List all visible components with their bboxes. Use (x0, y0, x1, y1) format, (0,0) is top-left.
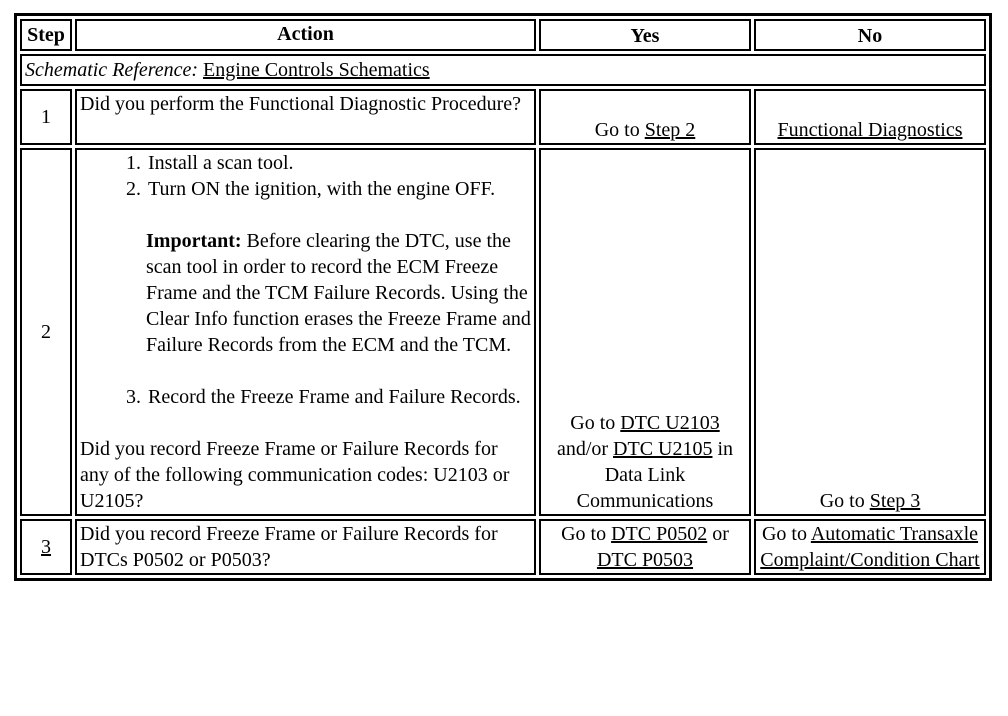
diagnostic-table (14, 13, 992, 581)
no-cell (754, 148, 986, 516)
schematic-reference (20, 54, 986, 86)
table-row (20, 89, 986, 145)
list-item: 1. Install a scan tool. (146, 150, 531, 176)
important-text: Before clearing the DTC, use the scan tool in order to record the ECM Freeze Frame and the TCM Failure Records. Using the Clear Info function erases the Freeze Frame and Failure Records from the ECM and the TCM. (146, 230, 531, 356)
action-text: Did you perform the Functional Diagnostic Procedure? (75, 89, 536, 145)
header-yes: Yes (539, 19, 751, 51)
schematic-link[interactable]: Engine Controls Schematics (203, 59, 430, 81)
yes-suffix: in Data Link Communications (576, 438, 734, 512)
schematic-row (20, 54, 986, 86)
yes-link-dtc-p0502[interactable]: DTC P0502 (611, 523, 708, 545)
no-cell (754, 89, 986, 145)
no-link-step-3[interactable]: Step 3 (869, 490, 921, 512)
no-prefix: Go to (819, 490, 865, 512)
action-text: Did you record Freeze Frame or Failure Records for DTCs P0502 or P0503? (75, 519, 536, 575)
action-list (80, 384, 531, 410)
header-row (20, 19, 986, 51)
action-list (80, 150, 531, 202)
yes-cell (539, 519, 751, 575)
header-action: Action (75, 19, 536, 51)
important-label: Important: (146, 230, 242, 252)
yes-connector: or (712, 523, 729, 545)
table-row (20, 519, 986, 575)
yes-link-dtc-u2105[interactable]: DTC U2105 (613, 438, 713, 460)
yes-connector: and/or (556, 438, 609, 460)
list-item: 2. Turn ON the ignition, with the engine OFF. (146, 176, 531, 202)
step-number: 3 (41, 536, 51, 558)
no-link-automatic-transaxle-chart[interactable]: Automatic Transaxle Complaint/Condition Chart (760, 523, 980, 571)
no-cell (754, 519, 986, 575)
yes-prefix: Go to (561, 523, 607, 545)
step-number: 2 (20, 148, 72, 516)
yes-prefix: Go to (570, 412, 616, 434)
question-text: Did you record Freeze Frame or Failure Records for any of the following communication codes: U2103 or U2105? (80, 438, 510, 512)
schematic-prefix: Schematic Reference: (25, 59, 199, 81)
yes-cell (539, 89, 751, 145)
step-number: 1 (20, 89, 72, 145)
yes-prefix: Go to (594, 119, 640, 141)
no-link-functional-diagnostics[interactable]: Functional Diagnostics (777, 119, 963, 141)
header-step: Step (20, 19, 72, 51)
no-prefix: Go to (761, 523, 807, 545)
step-cell (20, 519, 72, 575)
yes-link-step-2[interactable]: Step 2 (644, 119, 696, 141)
yes-cell (539, 148, 751, 516)
list-item: 3. Record the Freeze Frame and Failure Records. (146, 384, 531, 410)
yes-link-dtc-p0503[interactable]: DTC P0503 (596, 549, 694, 571)
yes-link-dtc-u2103[interactable]: DTC U2103 (620, 412, 720, 434)
action-cell (75, 148, 536, 516)
header-no: No (754, 19, 986, 51)
important-note (146, 228, 531, 358)
table-row (20, 148, 986, 516)
